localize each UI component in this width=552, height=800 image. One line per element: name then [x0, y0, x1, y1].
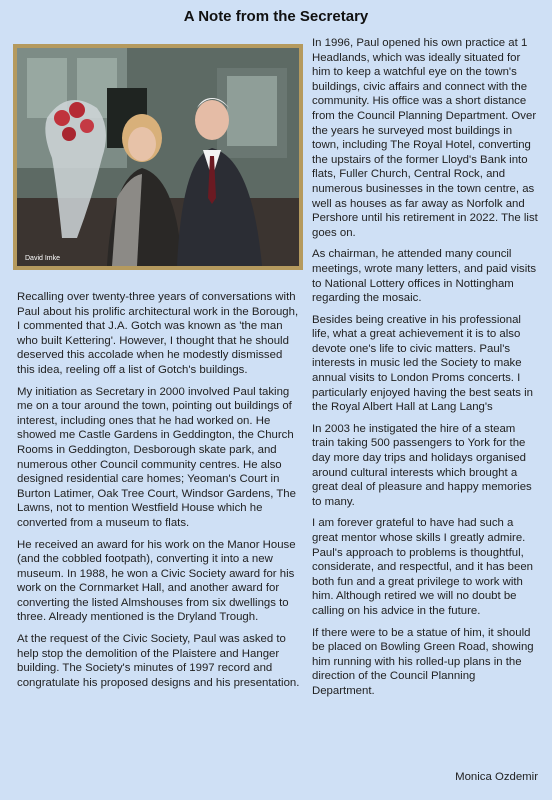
photo-frame — [13, 44, 303, 270]
paragraph: Recalling over twenty-three years of conversations with Paul about his prolific architectural work in the Borough, I commented that J.A. Gotch was known as 'the man who built Kettering'. However, I thought that he should deserved this accolade when he modestly dismissed this idea, reeling off a list of Gotch's buildings. — [17, 291, 299, 376]
page-title: A Note from the Secretary — [183, 8, 369, 25]
photo-illustration — [17, 48, 299, 266]
paragraph: As chairman, he attended many council meetings, wrote many letters, and paid visits to National Lottery offices in Nottingham regarding the mosaic. — [312, 248, 537, 305]
paragraph: If there were to be a statue of him, it should be placed on Bowling Green Road, showing him running with his rolled-up plans in the direction of the Council Planning Department. — [312, 626, 534, 697]
photo-of-secretary-and-paul — [17, 48, 299, 266]
paragraph: At the request of the Civic Society, Paul was asked to help stop the demolition of the Plaistere and Hanger building. The Society's minutes of 1997 record and congratulate his proposed designs and his presentation. — [17, 633, 300, 689]
paragraph: My initiation as Secretary in 2000 involved Paul taking me on a tour around the town, pointing out buildings of interest, including ones that he had worked on. He showed me Castle Gardens in Geddington, the Church Rooms in Geddington, Desborough skate park, and numerous other Council community centres. He also designed residential care homes; Yeoman's Court in Burton Latimer, Oak Tree Court, Windsor Gardens, The Lawns, not to mention Westfield House which he converted from a museum to flats. — [17, 385, 296, 529]
paragraph: He received an award for his work on the Manor House (and the cobbled footpath), converting it into a new museum. In 1988, he won a Civic Society award for his work on the Cornmarket Hall, and another award for converting the listed Almshouses from six dwellings to three. Already mentioned is the Dryland Trough. — [17, 538, 296, 624]
paragraph: In 2003 he instigated the hire of a steam train taking 500 passengers to York for the day more day trips and holidays organised around cultural interests which brought a great deal of pleasure and happy memories to many. — [312, 422, 532, 508]
paragraph: Besides being creative in his professional life, what a great achievement it is to also devote one's life to civic matters. Paul's interests in music led the Society to make annual visits to London Proms concerts. I particularly enjoyed having the best seats in the Royal Albert Hall at Lang Lang's — [312, 313, 533, 414]
right-column — [312, 36, 540, 706]
photo-credit: David Imke — [25, 255, 61, 262]
author-signature: Monica Ozdemir — [455, 771, 538, 783]
left-column — [17, 290, 300, 697]
paragraph: I am forever grateful to have had such a great mentor whose skills I greatly admire. Paul's approach to problems is thoughtful, considerate, and respectful, and it has been both fun and a great privilege to work with him. Although retired we will no doubt be calling on his advice in the future. — [312, 517, 533, 617]
paragraph: In 1996, Paul opened his own practice at 1 Headlands, which was ideally situated for him to keep a watchful eye on the town's buildings, civic affairs and connect with the community. His office was a short distance from the Council Planning Department. Over the years he surveyed most buildings in town, including The Royal Hotel, converting the upstairs of the former Lloyd's Bank into flats, Fuller Church, Central Rock, and numerous businesses in the town centre, as well as houses as far away as Norfolk and Pershore until his retirement in 2022. The list goes on. — [312, 37, 538, 239]
